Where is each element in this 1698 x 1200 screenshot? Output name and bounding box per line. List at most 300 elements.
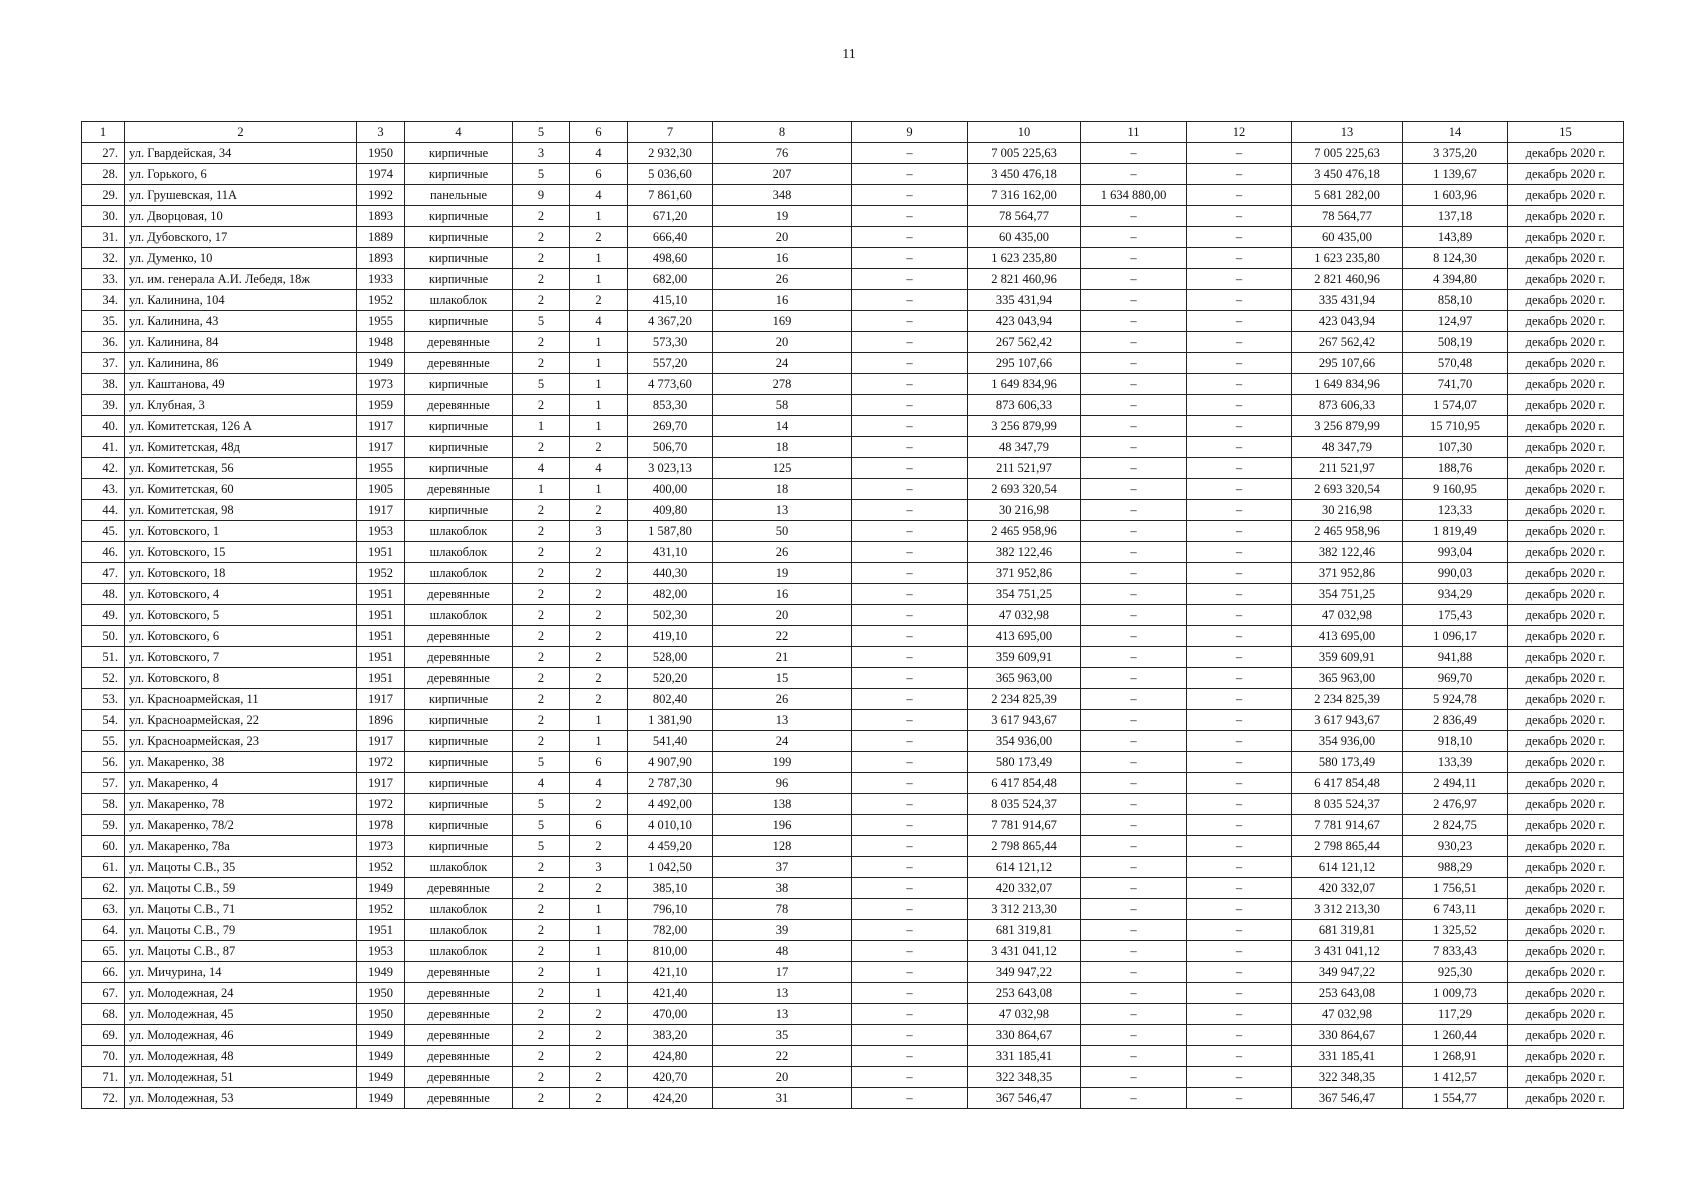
address-cell: ул. Красноармейская, 23 xyxy=(125,731,357,752)
floors-cell: 2 xyxy=(513,353,570,374)
cost-col-12-cell: – xyxy=(1187,941,1292,962)
cost-per-sqm-cell: 1 139,67 xyxy=(1403,164,1508,185)
table-row xyxy=(82,374,1624,395)
cost-col-11-cell: – xyxy=(1081,668,1187,689)
deadline-cell: декабрь 2020 г. xyxy=(1508,542,1624,563)
cost-col-9-cell: – xyxy=(852,857,968,878)
residents-cell: 16 xyxy=(713,584,852,605)
column-header-7: 7 xyxy=(628,122,713,143)
cost-per-sqm-cell: 988,29 xyxy=(1403,857,1508,878)
cost-col-9-cell: – xyxy=(852,1046,968,1067)
cost-total-cell: 267 562,42 xyxy=(968,332,1081,353)
cost-col-9-cell: – xyxy=(852,353,968,374)
row-number-cell: 32. xyxy=(82,248,125,269)
entrances-cell: 2 xyxy=(570,1088,628,1109)
cost-col-9-cell: – xyxy=(852,983,968,1004)
area-cell: 409,80 xyxy=(628,500,713,521)
entrances-cell: 1 xyxy=(570,962,628,983)
cost-col-13-cell: 5 681 282,00 xyxy=(1292,185,1403,206)
wall-material-cell: кирпичные xyxy=(405,689,513,710)
cost-col-12-cell: – xyxy=(1187,395,1292,416)
cost-col-13-cell: 3 450 476,18 xyxy=(1292,164,1403,185)
cost-col-9-cell: – xyxy=(852,143,968,164)
column-header-4: 4 xyxy=(405,122,513,143)
year-built-cell: 1973 xyxy=(357,374,405,395)
cost-total-cell: 354 751,25 xyxy=(968,584,1081,605)
address-cell: ул. Грушевская, 11А xyxy=(125,185,357,206)
cost-col-12-cell: – xyxy=(1187,1067,1292,1088)
row-number-cell: 56. xyxy=(82,752,125,773)
deadline-cell: декабрь 2020 г. xyxy=(1508,647,1624,668)
area-cell: 573,30 xyxy=(628,332,713,353)
year-built-cell: 1951 xyxy=(357,668,405,689)
floors-cell: 5 xyxy=(513,836,570,857)
table-row xyxy=(82,1025,1624,1046)
cost-per-sqm-cell: 15 710,95 xyxy=(1403,416,1508,437)
year-built-cell: 1952 xyxy=(357,563,405,584)
floors-cell: 2 xyxy=(513,542,570,563)
floors-cell: 2 xyxy=(513,731,570,752)
cost-total-cell: 3 431 041,12 xyxy=(968,941,1081,962)
area-cell: 3 023,13 xyxy=(628,458,713,479)
residents-cell: 26 xyxy=(713,269,852,290)
year-built-cell: 1893 xyxy=(357,206,405,227)
row-number-cell: 50. xyxy=(82,626,125,647)
row-number-cell: 62. xyxy=(82,878,125,899)
residents-cell: 125 xyxy=(713,458,852,479)
table-row xyxy=(82,437,1624,458)
address-cell: ул. Котовского, 1 xyxy=(125,521,357,542)
address-cell: ул. Макаренко, 78а xyxy=(125,836,357,857)
cost-total-cell: 354 936,00 xyxy=(968,731,1081,752)
cost-col-12-cell: – xyxy=(1187,983,1292,1004)
residents-cell: 17 xyxy=(713,962,852,983)
area-cell: 666,40 xyxy=(628,227,713,248)
cost-per-sqm-cell: 508,19 xyxy=(1403,332,1508,353)
table-header-row xyxy=(82,122,1624,143)
residents-cell: 39 xyxy=(713,920,852,941)
deadline-cell: декабрь 2020 г. xyxy=(1508,290,1624,311)
cost-col-13-cell: 253 643,08 xyxy=(1292,983,1403,1004)
floors-cell: 4 xyxy=(513,458,570,479)
cost-col-11-cell: – xyxy=(1081,1067,1187,1088)
year-built-cell: 1978 xyxy=(357,815,405,836)
cost-total-cell: 47 032,98 xyxy=(968,1004,1081,1025)
table-row xyxy=(82,521,1624,542)
cost-col-11-cell: – xyxy=(1081,395,1187,416)
row-number-cell: 51. xyxy=(82,647,125,668)
cost-per-sqm-cell: 5 924,78 xyxy=(1403,689,1508,710)
entrances-cell: 2 xyxy=(570,878,628,899)
cost-col-11-cell: – xyxy=(1081,584,1187,605)
cost-col-9-cell: – xyxy=(852,542,968,563)
cost-col-13-cell: 322 348,35 xyxy=(1292,1067,1403,1088)
cost-col-13-cell: 3 312 213,30 xyxy=(1292,899,1403,920)
deadline-cell: декабрь 2020 г. xyxy=(1508,899,1624,920)
cost-per-sqm-cell: 1 756,51 xyxy=(1403,878,1508,899)
deadline-cell: декабрь 2020 г. xyxy=(1508,668,1624,689)
cost-col-13-cell: 1 623 235,80 xyxy=(1292,248,1403,269)
wall-material-cell: панельные xyxy=(405,185,513,206)
residents-cell: 96 xyxy=(713,773,852,794)
wall-material-cell: кирпичные xyxy=(405,500,513,521)
cost-col-11-cell: – xyxy=(1081,164,1187,185)
entrances-cell: 2 xyxy=(570,647,628,668)
cost-col-9-cell: – xyxy=(852,878,968,899)
cost-col-12-cell: – xyxy=(1187,710,1292,731)
address-cell: ул. Котовского, 7 xyxy=(125,647,357,668)
cost-col-12-cell: – xyxy=(1187,563,1292,584)
area-cell: 682,00 xyxy=(628,269,713,290)
floors-cell: 2 xyxy=(513,290,570,311)
cost-col-12-cell: – xyxy=(1187,164,1292,185)
area-cell: 482,00 xyxy=(628,584,713,605)
address-cell: ул. Калинина, 104 xyxy=(125,290,357,311)
cost-col-9-cell: – xyxy=(852,899,968,920)
cost-col-9-cell: – xyxy=(852,290,968,311)
residents-cell: 31 xyxy=(713,1088,852,1109)
cost-col-9-cell: – xyxy=(852,332,968,353)
area-cell: 541,40 xyxy=(628,731,713,752)
floors-cell: 2 xyxy=(513,710,570,731)
table-row xyxy=(82,227,1624,248)
cost-col-13-cell: 330 864,67 xyxy=(1292,1025,1403,1046)
row-number-cell: 69. xyxy=(82,1025,125,1046)
cost-col-13-cell: 48 347,79 xyxy=(1292,437,1403,458)
cost-total-cell: 2 798 865,44 xyxy=(968,836,1081,857)
residents-cell: 18 xyxy=(713,479,852,500)
cost-per-sqm-cell: 2 836,49 xyxy=(1403,710,1508,731)
floors-cell: 2 xyxy=(513,626,570,647)
residents-cell: 19 xyxy=(713,563,852,584)
wall-material-cell: шлакоблок xyxy=(405,941,513,962)
entrances-cell: 1 xyxy=(570,731,628,752)
cost-col-11-cell: – xyxy=(1081,1025,1187,1046)
cost-col-13-cell: 354 936,00 xyxy=(1292,731,1403,752)
cost-col-12-cell: – xyxy=(1187,458,1292,479)
cost-col-11-cell: – xyxy=(1081,626,1187,647)
deadline-cell: декабрь 2020 г. xyxy=(1508,563,1624,584)
residents-cell: 37 xyxy=(713,857,852,878)
floors-cell: 2 xyxy=(513,1004,570,1025)
table-row xyxy=(82,206,1624,227)
entrances-cell: 2 xyxy=(570,668,628,689)
table-row xyxy=(82,395,1624,416)
cost-col-11-cell: – xyxy=(1081,857,1187,878)
cost-col-9-cell: – xyxy=(852,1067,968,1088)
wall-material-cell: шлакоблок xyxy=(405,521,513,542)
cost-col-13-cell: 873 606,33 xyxy=(1292,395,1403,416)
address-cell: ул. им. генерала А.И. Лебедя, 18ж xyxy=(125,269,357,290)
cost-col-13-cell: 354 751,25 xyxy=(1292,584,1403,605)
entrances-cell: 1 xyxy=(570,479,628,500)
year-built-cell: 1917 xyxy=(357,689,405,710)
floors-cell: 2 xyxy=(513,206,570,227)
table-row xyxy=(82,563,1624,584)
area-cell: 7 861,60 xyxy=(628,185,713,206)
cost-col-13-cell: 30 216,98 xyxy=(1292,500,1403,521)
address-cell: ул. Гвардейская, 34 xyxy=(125,143,357,164)
cost-total-cell: 211 521,97 xyxy=(968,458,1081,479)
cost-per-sqm-cell: 918,10 xyxy=(1403,731,1508,752)
wall-material-cell: деревянные xyxy=(405,1004,513,1025)
cost-total-cell: 3 450 476,18 xyxy=(968,164,1081,185)
deadline-cell: декабрь 2020 г. xyxy=(1508,269,1624,290)
entrances-cell: 1 xyxy=(570,353,628,374)
cost-col-11-cell: – xyxy=(1081,290,1187,311)
year-built-cell: 1951 xyxy=(357,605,405,626)
address-cell: ул. Мацоты С.В., 59 xyxy=(125,878,357,899)
cost-col-12-cell: – xyxy=(1187,479,1292,500)
table-row xyxy=(82,332,1624,353)
cost-col-13-cell: 47 032,98 xyxy=(1292,605,1403,626)
address-cell: ул. Котовского, 18 xyxy=(125,563,357,584)
year-built-cell: 1948 xyxy=(357,332,405,353)
area-cell: 269,70 xyxy=(628,416,713,437)
row-number-cell: 37. xyxy=(82,353,125,374)
table-row xyxy=(82,605,1624,626)
cost-per-sqm-cell: 4 394,80 xyxy=(1403,269,1508,290)
entrances-cell: 2 xyxy=(570,437,628,458)
residents-cell: 13 xyxy=(713,710,852,731)
year-built-cell: 1952 xyxy=(357,290,405,311)
year-built-cell: 1917 xyxy=(357,773,405,794)
cost-col-9-cell: – xyxy=(852,941,968,962)
cost-per-sqm-cell: 2 494,11 xyxy=(1403,773,1508,794)
deadline-cell: декабрь 2020 г. xyxy=(1508,878,1624,899)
row-number-cell: 72. xyxy=(82,1088,125,1109)
cost-per-sqm-cell: 1 260,44 xyxy=(1403,1025,1508,1046)
table-row xyxy=(82,899,1624,920)
address-cell: ул. Мацоты С.В., 87 xyxy=(125,941,357,962)
table-row xyxy=(82,416,1624,437)
cost-total-cell: 30 216,98 xyxy=(968,500,1081,521)
floors-cell: 2 xyxy=(513,983,570,1004)
cost-total-cell: 7 005 225,63 xyxy=(968,143,1081,164)
cost-col-12-cell: – xyxy=(1187,920,1292,941)
wall-material-cell: деревянные xyxy=(405,647,513,668)
row-number-cell: 36. xyxy=(82,332,125,353)
page-number: 11 xyxy=(842,47,856,62)
cost-col-12-cell: – xyxy=(1187,227,1292,248)
cost-col-11-cell: – xyxy=(1081,794,1187,815)
row-number-cell: 29. xyxy=(82,185,125,206)
wall-material-cell: деревянные xyxy=(405,353,513,374)
cost-col-9-cell: – xyxy=(852,962,968,983)
wall-material-cell: кирпичные xyxy=(405,752,513,773)
wall-material-cell: деревянные xyxy=(405,983,513,1004)
residents-cell: 26 xyxy=(713,542,852,563)
wall-material-cell: деревянные xyxy=(405,332,513,353)
cost-total-cell: 78 564,77 xyxy=(968,206,1081,227)
entrances-cell: 1 xyxy=(570,374,628,395)
table-row xyxy=(82,479,1624,500)
area-cell: 385,10 xyxy=(628,878,713,899)
cost-col-12-cell: – xyxy=(1187,248,1292,269)
cost-col-13-cell: 413 695,00 xyxy=(1292,626,1403,647)
cost-per-sqm-cell: 6 743,11 xyxy=(1403,899,1508,920)
entrances-cell: 1 xyxy=(570,920,628,941)
cost-total-cell: 3 256 879,99 xyxy=(968,416,1081,437)
row-number-cell: 59. xyxy=(82,815,125,836)
deadline-cell: декабрь 2020 г. xyxy=(1508,920,1624,941)
residents-cell: 13 xyxy=(713,983,852,1004)
wall-material-cell: кирпичные xyxy=(405,794,513,815)
address-cell: ул. Комитетская, 126 А xyxy=(125,416,357,437)
cost-col-11-cell: – xyxy=(1081,563,1187,584)
cost-col-13-cell: 335 431,94 xyxy=(1292,290,1403,311)
cost-col-13-cell: 614 121,12 xyxy=(1292,857,1403,878)
cost-col-13-cell: 78 564,77 xyxy=(1292,206,1403,227)
residents-cell: 20 xyxy=(713,332,852,353)
row-number-cell: 35. xyxy=(82,311,125,332)
wall-material-cell: кирпичные xyxy=(405,164,513,185)
address-cell: ул. Молодежная, 48 xyxy=(125,1046,357,1067)
cost-col-13-cell: 47 032,98 xyxy=(1292,1004,1403,1025)
row-number-cell: 68. xyxy=(82,1004,125,1025)
cost-total-cell: 614 121,12 xyxy=(968,857,1081,878)
table-row xyxy=(82,794,1624,815)
year-built-cell: 1917 xyxy=(357,416,405,437)
cost-col-13-cell: 382 122,46 xyxy=(1292,542,1403,563)
cost-per-sqm-cell: 1 096,17 xyxy=(1403,626,1508,647)
year-built-cell: 1950 xyxy=(357,143,405,164)
cost-per-sqm-cell: 8 124,30 xyxy=(1403,248,1508,269)
cost-col-12-cell: – xyxy=(1187,143,1292,164)
year-built-cell: 1955 xyxy=(357,458,405,479)
cost-total-cell: 2 693 320,54 xyxy=(968,479,1081,500)
table-row xyxy=(82,458,1624,479)
area-cell: 520,20 xyxy=(628,668,713,689)
entrances-cell: 2 xyxy=(570,1025,628,1046)
cost-col-9-cell: – xyxy=(852,248,968,269)
cost-col-9-cell: – xyxy=(852,752,968,773)
entrances-cell: 1 xyxy=(570,269,628,290)
wall-material-cell: кирпичные xyxy=(405,836,513,857)
deadline-cell: декабрь 2020 г. xyxy=(1508,941,1624,962)
row-number-cell: 44. xyxy=(82,500,125,521)
year-built-cell: 1949 xyxy=(357,1025,405,1046)
cost-col-12-cell: – xyxy=(1187,437,1292,458)
cost-col-11-cell: – xyxy=(1081,647,1187,668)
cost-per-sqm-cell: 9 160,95 xyxy=(1403,479,1508,500)
cost-col-13-cell: 3 431 041,12 xyxy=(1292,941,1403,962)
cost-col-13-cell: 7 005 225,63 xyxy=(1292,143,1403,164)
year-built-cell: 1952 xyxy=(357,857,405,878)
cost-col-13-cell: 367 546,47 xyxy=(1292,1088,1403,1109)
address-cell: ул. Комитетская, 98 xyxy=(125,500,357,521)
cost-col-9-cell: – xyxy=(852,1088,968,1109)
residents-cell: 20 xyxy=(713,1067,852,1088)
deadline-cell: декабрь 2020 г. xyxy=(1508,458,1624,479)
cost-col-11-cell: – xyxy=(1081,1088,1187,1109)
deadline-cell: декабрь 2020 г. xyxy=(1508,584,1624,605)
entrances-cell: 4 xyxy=(570,143,628,164)
deadline-cell: декабрь 2020 г. xyxy=(1508,311,1624,332)
deadline-cell: декабрь 2020 г. xyxy=(1508,374,1624,395)
area-cell: 400,00 xyxy=(628,479,713,500)
cost-col-11-cell: – xyxy=(1081,416,1187,437)
deadline-cell: декабрь 2020 г. xyxy=(1508,416,1624,437)
floors-cell: 2 xyxy=(513,878,570,899)
entrances-cell: 2 xyxy=(570,1004,628,1025)
table-row xyxy=(82,1046,1624,1067)
area-cell: 440,30 xyxy=(628,563,713,584)
cost-total-cell: 2 465 958,96 xyxy=(968,521,1081,542)
entrances-cell: 2 xyxy=(570,500,628,521)
cost-per-sqm-cell: 993,04 xyxy=(1403,542,1508,563)
entrances-cell: 1 xyxy=(570,941,628,962)
year-built-cell: 1974 xyxy=(357,164,405,185)
area-cell: 2 932,30 xyxy=(628,143,713,164)
cost-total-cell: 253 643,08 xyxy=(968,983,1081,1004)
address-cell: ул. Котовского, 4 xyxy=(125,584,357,605)
cost-col-9-cell: – xyxy=(852,668,968,689)
area-cell: 498,60 xyxy=(628,248,713,269)
address-cell: ул. Котовского, 15 xyxy=(125,542,357,563)
address-cell: ул. Калинина, 84 xyxy=(125,332,357,353)
entrances-cell: 6 xyxy=(570,815,628,836)
floors-cell: 1 xyxy=(513,479,570,500)
wall-material-cell: кирпичные xyxy=(405,227,513,248)
cost-per-sqm-cell: 1 574,07 xyxy=(1403,395,1508,416)
cost-col-12-cell: – xyxy=(1187,1004,1292,1025)
table-row xyxy=(82,836,1624,857)
year-built-cell: 1951 xyxy=(357,647,405,668)
floors-cell: 2 xyxy=(513,563,570,584)
cost-col-11-cell: – xyxy=(1081,836,1187,857)
year-built-cell: 1951 xyxy=(357,584,405,605)
year-built-cell: 1959 xyxy=(357,395,405,416)
cost-col-9-cell: – xyxy=(852,374,968,395)
deadline-cell: декабрь 2020 г. xyxy=(1508,983,1624,1004)
table-row xyxy=(82,752,1624,773)
year-built-cell: 1893 xyxy=(357,248,405,269)
floors-cell: 5 xyxy=(513,311,570,332)
wall-material-cell: кирпичные xyxy=(405,458,513,479)
floors-cell: 2 xyxy=(513,962,570,983)
cost-col-13-cell: 423 043,94 xyxy=(1292,311,1403,332)
column-header-12: 12 xyxy=(1187,122,1292,143)
year-built-cell: 1889 xyxy=(357,227,405,248)
row-number-cell: 55. xyxy=(82,731,125,752)
residents-cell: 19 xyxy=(713,206,852,227)
column-header-2: 2 xyxy=(125,122,357,143)
residents-cell: 24 xyxy=(713,731,852,752)
cost-total-cell: 331 185,41 xyxy=(968,1046,1081,1067)
row-number-cell: 71. xyxy=(82,1067,125,1088)
entrances-cell: 2 xyxy=(570,794,628,815)
address-cell: ул. Макаренко, 38 xyxy=(125,752,357,773)
wall-material-cell: шлакоблок xyxy=(405,542,513,563)
deadline-cell: декабрь 2020 г. xyxy=(1508,1025,1624,1046)
floors-cell: 2 xyxy=(513,668,570,689)
cost-col-9-cell: – xyxy=(852,836,968,857)
area-cell: 421,40 xyxy=(628,983,713,1004)
cost-col-12-cell: – xyxy=(1187,647,1292,668)
year-built-cell: 1933 xyxy=(357,269,405,290)
deadline-cell: декабрь 2020 г. xyxy=(1508,227,1624,248)
entrances-cell: 4 xyxy=(570,458,628,479)
area-cell: 1 587,80 xyxy=(628,521,713,542)
cost-total-cell: 367 546,47 xyxy=(968,1088,1081,1109)
deadline-cell: декабрь 2020 г. xyxy=(1508,605,1624,626)
address-cell: ул. Клубная, 3 xyxy=(125,395,357,416)
residents-cell: 21 xyxy=(713,647,852,668)
row-number-cell: 40. xyxy=(82,416,125,437)
cost-col-9-cell: – xyxy=(852,395,968,416)
year-built-cell: 1917 xyxy=(357,731,405,752)
